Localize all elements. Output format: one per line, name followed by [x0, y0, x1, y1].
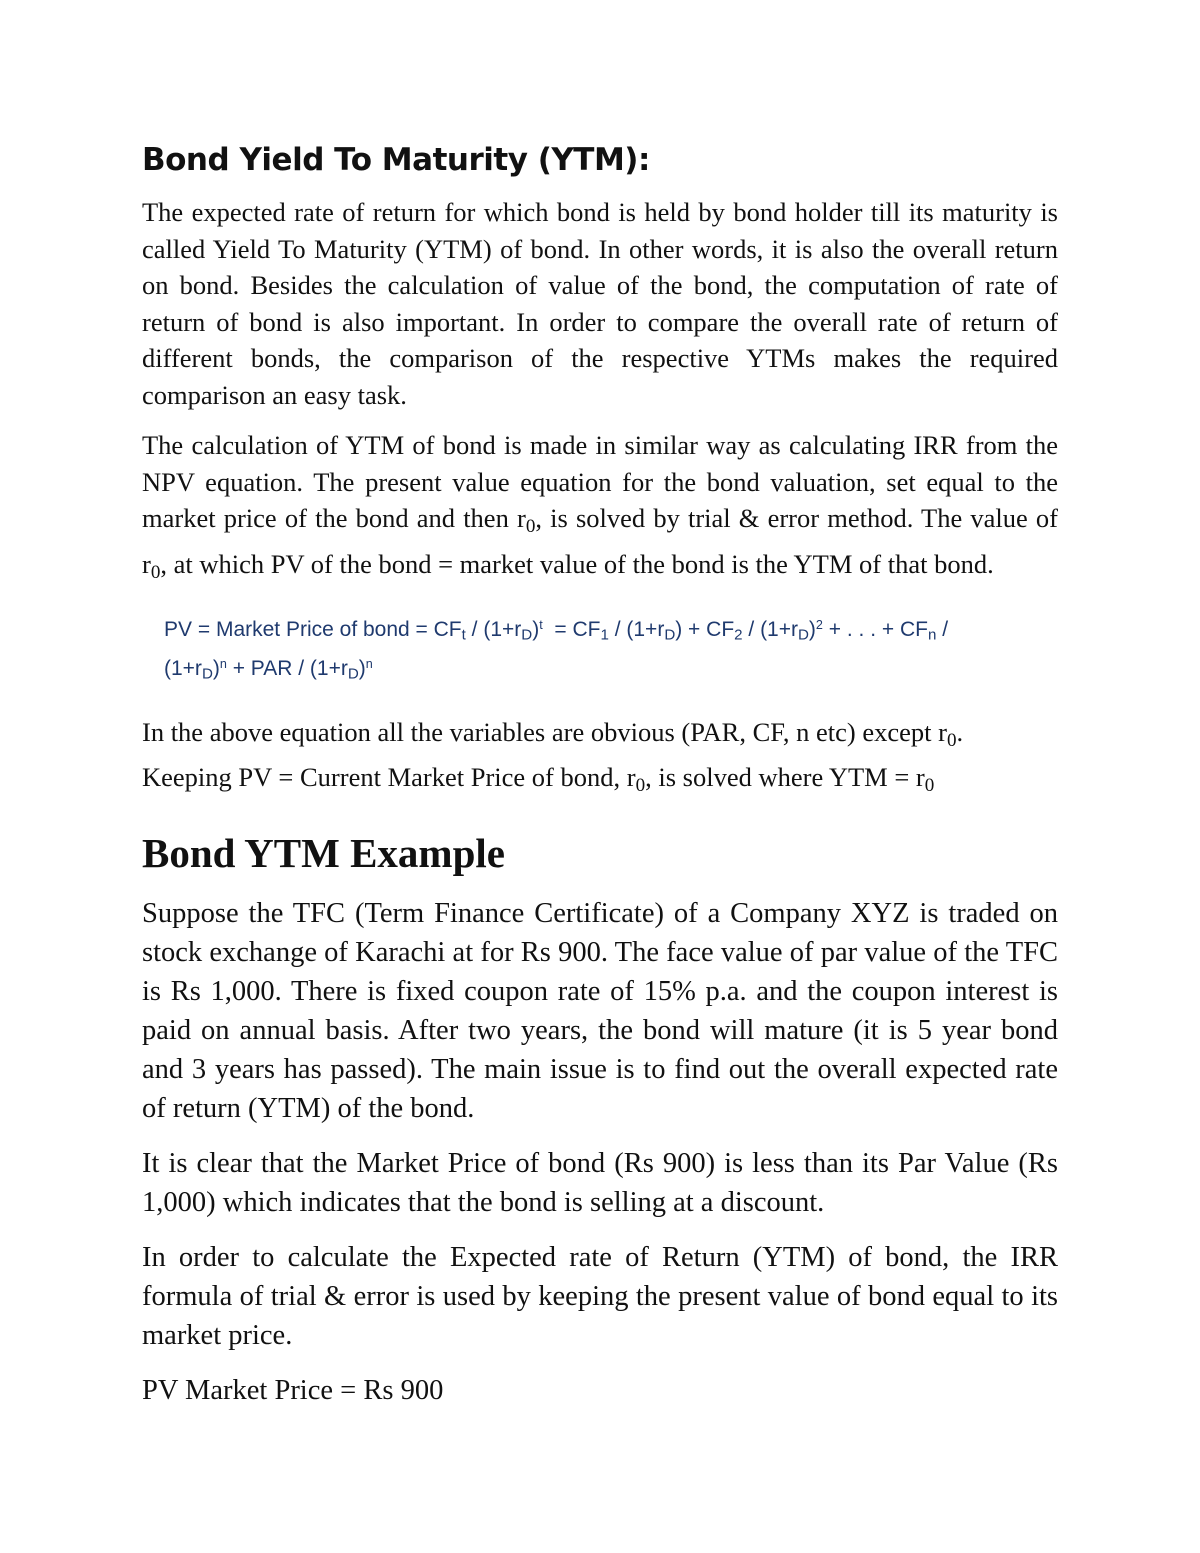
r-subscript: 0 — [946, 729, 957, 751]
r-subscript: 0 — [150, 561, 161, 583]
example-heading: Bond YTM Example — [142, 829, 505, 876]
bond-pv-formula — [164, 611, 1058, 688]
text-run: , at which PV of the bond = market value of the bond is the YTM of that bond. — [160, 548, 994, 579]
text-run: . Keeping PV = Current Market Price of bond, r — [142, 717, 964, 793]
r-subscript: 0 — [635, 775, 646, 797]
formula-line-1: PV = Market Price of bond = $CF_t / (1+r_D)^t = CF_1 / (1+r_D) + CF_2 / (1+r_D)^2$ + . . . + $CF_n$ / — [164, 617, 949, 644]
text-run: In the above equation all the variables are obvious (PAR, CF, n etc) except r — [142, 717, 947, 748]
text-run: The calculation of YTM of bond is made in similar way as calculating IRR from the NPV equation. The present value equation for the bond valuation, set equal to the market price of the bond and then r — [142, 430, 1058, 534]
text-run: , is solved where YTM = r — [645, 762, 925, 793]
formula-line-2: $(1+r_D)^n$ + PAR / $(1+r_D)^n$ — [164, 656, 373, 683]
ytm-heading: Bond Yield To Maturity (YTM): — [142, 142, 650, 178]
ytm-calculation-paragraph — [142, 427, 1058, 591]
r-subscript: 0 — [525, 516, 536, 538]
pv-market-price-line: PV Market Price = Rs 900 — [142, 1374, 444, 1406]
ytm-definition-paragraph: The expected rate of return for which bond is held by bond holder till its maturity is called Yield To Maturity (YTM) of bond. In other words, it is also the overall return on bond. Besides the calculation of value of the bond, the computation of rate of return of bond is also important. In order to compare the overall rate of return of different bonds, the comparison of the respective YTMs makes the required comparison an easy task. — [142, 197, 1058, 410]
discount-paragraph: It is clear that the Market Price of bond (Rs 900) is less than its Par Value (Rs 1,000) which indicates that the bond is selling at a discount. — [142, 1147, 1058, 1218]
variables-paragraph — [142, 714, 1058, 805]
text-run: , is solved by trial & error method. The value of r — [142, 503, 1058, 579]
example-paragraph: Suppose the TFC (Term Finance Certificate) of a Company XYZ is traded on stock exchange of Karachi at for Rs 900. The face value of par value of the TFC is Rs 1,000. There is fixed coupon rate of 15% p.a. and the coupon interest is paid on annual basis. After two years, the bond will mature (it is 5 year bond and 3 years has passed). The main issue is to find out the overall expected rate of return (YTM) of the bond. — [142, 897, 1058, 1124]
document-page — [142, 140, 1058, 1426]
r-subscript: 0 — [924, 775, 935, 797]
irr-paragraph: In order to calculate the Expected rate of Return (YTM) of bond, the IRR formula of trial & error is used by keeping the present value of bond equal to its market price. — [142, 1241, 1058, 1351]
